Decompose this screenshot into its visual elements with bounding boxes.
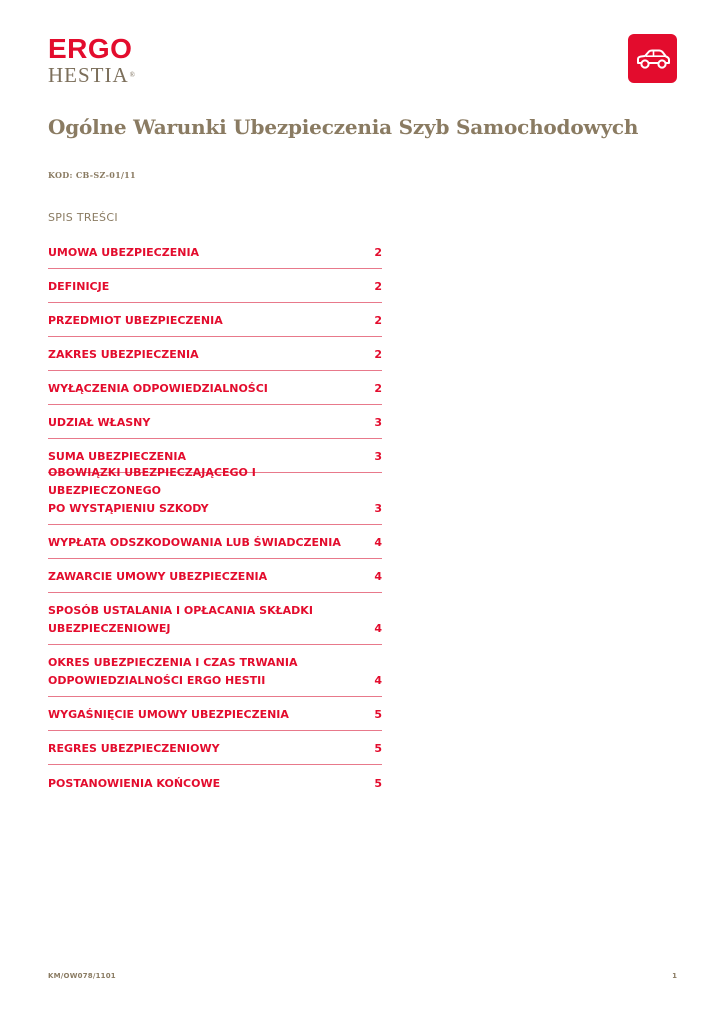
toc-entry[interactable] <box>48 645 382 697</box>
toc-entry[interactable] <box>48 731 382 765</box>
car-insurance-badge <box>628 34 677 83</box>
toc-entry-title: DEFINICJE <box>48 280 110 293</box>
ergo-hestia-logo <box>48 35 158 86</box>
toc-entry-title: POSTANOWIENIA KOŃCOWE <box>48 777 221 790</box>
toc-entry-title: PRZEDMIOT UBEZPIECZENIA <box>48 314 223 327</box>
toc-heading: SPIS TREŚCI <box>48 211 118 224</box>
toc-entry[interactable] <box>48 525 382 559</box>
toc-entry-title: UMOWA UBEZPIECZENIA <box>48 246 200 259</box>
toc-entry-title: REGRES UBEZPIECZENIOWY <box>48 742 220 755</box>
toc-entry[interactable] <box>48 765 382 799</box>
logo-hestia-line <box>48 64 158 86</box>
toc-entry-page: 4 <box>374 570 382 583</box>
toc-entry-page: 4 <box>374 622 382 635</box>
toc-entry-title: UDZIAŁ WŁASNY <box>48 416 151 429</box>
toc-entry-page: 5 <box>374 742 382 755</box>
toc-entry-title: ZAKRES UBEZPIECZENIA <box>48 348 199 361</box>
toc-entry-page: 5 <box>374 708 382 721</box>
toc-entry-title: WYPŁATA ODSZKODOWANIA LUB ŚWIADCZENIA <box>48 536 341 549</box>
toc-entry[interactable] <box>48 235 382 269</box>
toc-entry[interactable] <box>48 303 382 337</box>
table-of-contents <box>48 235 382 799</box>
toc-entry-page: 2 <box>374 280 382 293</box>
document-title: Ogólne Warunki Ubezpieczenia Szyb Samochodowych <box>48 115 639 139</box>
toc-entry[interactable] <box>48 269 382 303</box>
toc-entry[interactable] <box>48 697 382 731</box>
toc-entry-page: 2 <box>374 314 382 327</box>
toc-entry[interactable] <box>48 559 382 593</box>
toc-entry[interactable] <box>48 337 382 371</box>
toc-entry-page: 3 <box>374 416 382 429</box>
toc-entry-title: WYGAŚNIĘCIE UMOWY UBEZPIECZENIA <box>48 708 289 721</box>
toc-entry-title: WYŁĄCZENIA ODPOWIEDZIALNOŚCI <box>48 382 268 395</box>
toc-entry-title: ZAWARCIE UMOWY UBEZPIECZENIA <box>48 570 268 583</box>
toc-entry-page: 5 <box>374 777 382 790</box>
toc-entry-page: 4 <box>374 674 382 687</box>
car-icon <box>635 48 671 70</box>
toc-entry-title: OBOWIĄZKI UBEZPIECZAJĄCEGO I UBEZPIECZONEGO PO WYSTĄPIENIU SZKODY <box>48 466 256 515</box>
toc-entry-page: 3 <box>374 450 382 463</box>
toc-entry-title: SUMA UBEZPIECZENIA <box>48 450 186 463</box>
toc-entry[interactable] <box>48 371 382 405</box>
toc-entry[interactable] <box>48 405 382 439</box>
toc-entry-title: OKRES UBEZPIECZENIA I CZAS TRWANIA ODPOWIEDZIALNOŚCI ERGO HESTII <box>48 656 298 687</box>
document-code: KOD: CB-SZ-01/11 <box>48 170 136 180</box>
logo-ergo-text: ERGO <box>48 33 133 64</box>
toc-entry-title: SPOSÓB USTALANIA I OPŁACANIA SKŁADKI UBEZPIECZENIOWEJ <box>48 604 313 635</box>
toc-entry-page: 3 <box>374 502 382 515</box>
toc-entry-page: 2 <box>374 246 382 259</box>
logo-hestia-text: HESTIA <box>48 63 129 87</box>
toc-entry[interactable] <box>48 593 382 645</box>
toc-entry[interactable] <box>48 466 382 525</box>
logo-registered-mark: ® <box>129 71 136 79</box>
toc-entry-page: 4 <box>374 536 382 549</box>
footer-document-code: KM/OW078/1101 <box>48 972 116 980</box>
toc-entry-page: 2 <box>374 382 382 395</box>
toc-entry-page: 2 <box>374 348 382 361</box>
footer-page-number: 1 <box>672 972 677 980</box>
